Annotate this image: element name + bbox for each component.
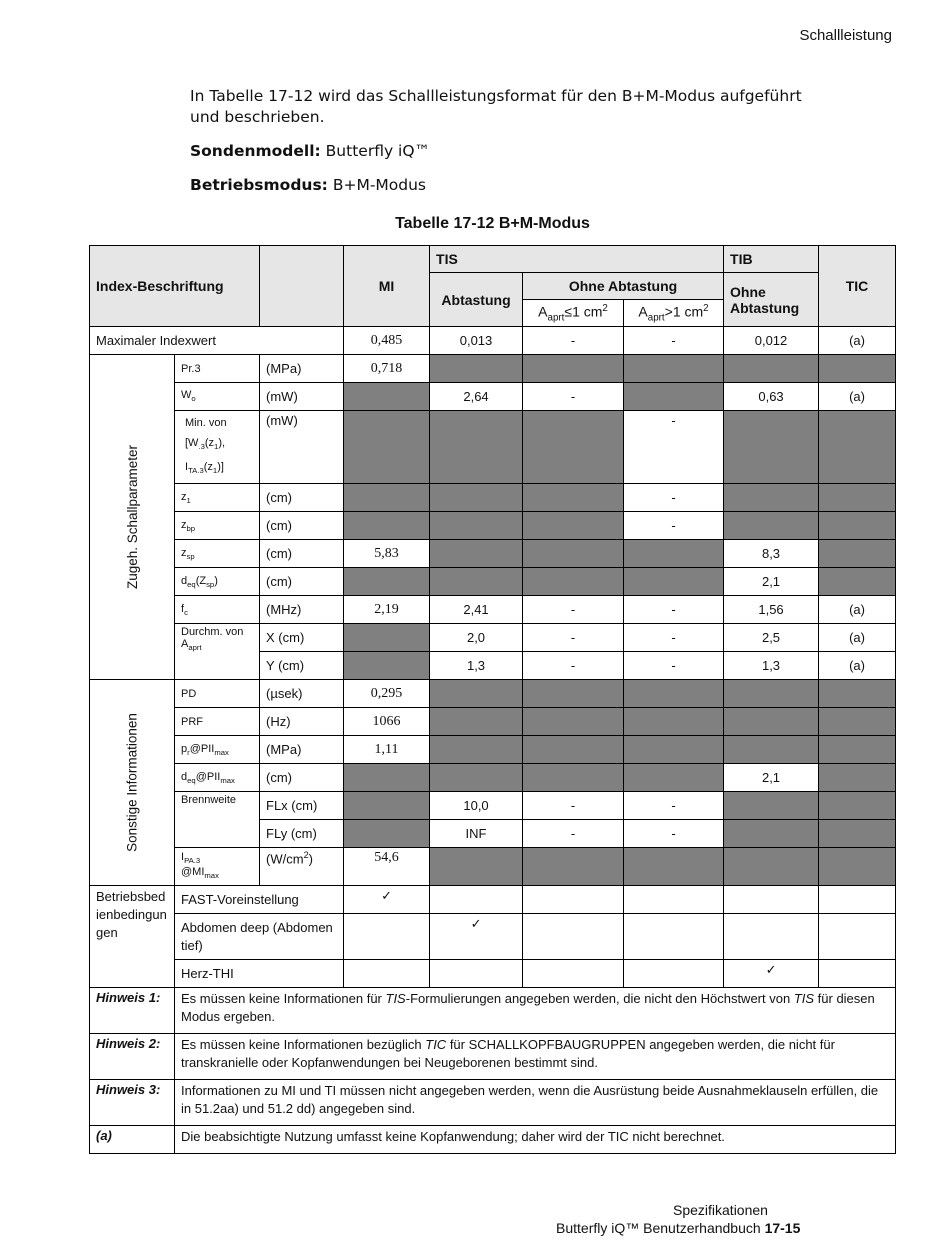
page-number: 17-15 [764, 1220, 801, 1236]
pr-pii-row: $p_r@PII_{max}$ (MPa) 1,11 [90, 736, 896, 764]
header-tis-nonscan: Ohne Abtastung [523, 273, 724, 300]
header-mi: MI [344, 246, 430, 327]
header-tib: TIB [724, 246, 819, 273]
header-tis-scan: Abtastung [430, 273, 523, 327]
fly-row: FLy (cm) INF - - [90, 820, 896, 848]
flx-row: Brennweite FLx (cm) 10,0 - - [90, 792, 896, 820]
ipa-row: $I_{PA.3}$ $@MI_{max}$ $(W/cm^2)$ 54,6 [90, 848, 896, 886]
deq-pii-row: $d_{eq}@PII_{max}$ (cm) 2,1 [90, 764, 896, 792]
prf-row: PRF (Hz) 1066 [90, 708, 896, 736]
table-title: Tabelle 17-12 B+M-Modus [395, 215, 590, 232]
fc-row: $f_c$ (MHz) 2,19 2,41 - - 1,56 (a) [90, 596, 896, 624]
header-index-label: Index-Beschriftung [90, 246, 260, 327]
note-a: (a) Die beabsichtigte Nutzung umfasst keine Kopfanwendung; daher wird der TIC nicht berechnet. [90, 1126, 896, 1154]
note-1: Hinweis 1: Es müssen keine Informationen für TIS-Formulierungen angegeben werden, die nicht den Höchstwert von TIS für diesen Modus ergeben. [90, 988, 896, 1034]
condition-row-fast: Betriebsbedienbedingungen FAST-Voreinstellung ✓ [90, 886, 896, 914]
group-conditions-label: Betriebsbedienbedingungen [90, 886, 175, 988]
mode-value: B+M-Modus [332, 176, 427, 194]
mode-label: Betriebsmodus: [190, 176, 328, 194]
check-mark: ✓ [344, 886, 430, 914]
max-index-row: Maximaler Indexwert 0,485 0,013 - - 0,012 (a) [90, 327, 896, 355]
wo-row: $W_o$ (mW) 2,64 - 0,63 (a) [90, 383, 896, 411]
pr3-row: Zugeh. Schallparameter Pr.3 (MPa) 0,718 [90, 355, 896, 383]
footer-chapter: Spezifikationen [673, 1202, 768, 1218]
header-tic: TIC [819, 246, 896, 327]
zbp-row: $z_{bp}$ (cm) - [90, 512, 896, 540]
condition-row-abdomen: Abdomen deep (Abdomen tief) ✓ [90, 914, 896, 960]
running-header: Schallleistung [799, 27, 892, 44]
intro-sentence: In Tabelle 17-12 wird das Schallleistungsformat für den B+M-Modus aufgeführt und beschrieben. [190, 87, 802, 126]
note-2: Hinweis 2: Es müssen keine Informationen bezüglich TIC für SCHALLKOPFBAUGRUPPEN angegeben werden, die nicht für transkranielle oder Kopfanwendungen bei Neugeborenen bestimmt sind. [90, 1034, 896, 1080]
note-3: Hinweis 3: Informationen zu MI und TI müssen nicht angegeben werden, wenn die Ausrüstung beide Ausnahmeklauseln erfüllen, die in 51.2aa) und 51.2 dd) angegeben sind. [90, 1080, 896, 1126]
group-acoustic-label: Zugeh. Schallparameter [90, 355, 175, 680]
header-tis: TIS [430, 246, 724, 273]
intro-block [190, 86, 830, 209]
acoustic-output-table [89, 245, 896, 1154]
aprt-x-row: Durchm. von $A_{aprt}$ X (cm) 2,0 - - 2,5 (a) [90, 624, 896, 652]
footer-manual: Butterfly iQ™ Benutzerhandbuch 17-15 [556, 1220, 801, 1236]
probe-line [190, 141, 830, 162]
z1-row: $z_1$ (cm) - [90, 484, 896, 512]
zsp-row: $z_{sp}$ (cm) 5,83 8,3 [90, 540, 896, 568]
header-tib-nonscan: Ohne Abtastung [724, 273, 819, 327]
condition-row-herz: Herz-THI ✓ [90, 960, 896, 988]
pd-row: Sonstige Informationen PD (µsek) 0,295 [90, 680, 896, 708]
min-of-row: Min. von [$W_{.3}(z_1)$, $I_{TA.3}(z_1)$] (mW) - [90, 411, 896, 484]
group-other-label: Sonstige Informationen [90, 680, 175, 886]
probe-label: Sondenmodell: [190, 142, 321, 160]
probe-value: Butterfly iQ™ [325, 142, 431, 160]
check-mark: ✓ [430, 914, 523, 960]
aprt-y-row: Y (cm) 1,3 - - 1,3 (a) [90, 652, 896, 680]
mode-line [190, 175, 830, 196]
header-aprt-gt: $A_{aprt}>1$ $cm^2$ [624, 300, 724, 327]
header-aprt-le: $A_{aprt}\le 1$ $cm^2$ [523, 300, 624, 327]
deq-row: $d_{eq}(Z_{sp})$ (cm) 2,1 [90, 568, 896, 596]
check-mark: ✓ [724, 960, 819, 988]
